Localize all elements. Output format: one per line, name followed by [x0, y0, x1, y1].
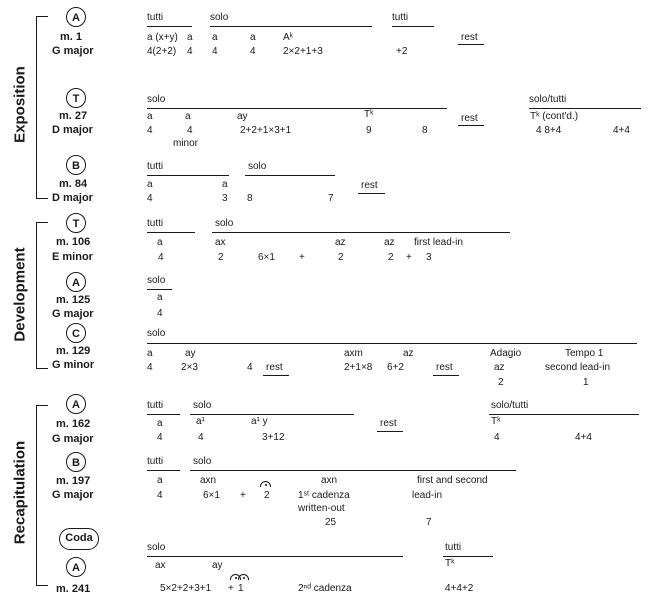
measure-label: m. 162 — [56, 418, 91, 430]
theme-label: Aᵏ — [283, 32, 294, 43]
tutti-line — [147, 414, 180, 415]
rest-line — [458, 125, 484, 126]
measure-label: m. 1 — [60, 31, 83, 43]
theme-label: axn — [321, 475, 338, 486]
adagio-label: Adagio — [490, 348, 522, 359]
theme-label: a — [147, 179, 153, 190]
measure-label: m. 197 — [56, 475, 91, 487]
key-label: D major — [52, 124, 93, 136]
theme-label: a — [147, 348, 153, 359]
solo-label: solo — [193, 456, 212, 467]
symbol-circle: A — [66, 557, 86, 577]
theme-label: a (x+y) — [147, 32, 178, 43]
rest-label: rest — [361, 180, 378, 191]
measure-label: m. 125 — [56, 294, 91, 306]
key-label: D major — [52, 192, 93, 204]
rest-label: rest — [461, 113, 478, 124]
exposition-bracket-top — [36, 16, 48, 17]
tutti-line — [443, 556, 493, 557]
theme-label: az — [494, 362, 505, 373]
measure-label: m. 27 — [59, 110, 88, 122]
phrase-count: 8 — [247, 193, 253, 204]
phrase-count: 2 — [498, 377, 504, 388]
tutti-line — [147, 232, 195, 233]
tutti-label: tutti — [147, 161, 164, 172]
tutti-label: tutti — [147, 456, 164, 467]
theme-label: a — [147, 111, 153, 122]
key-label: G minor — [52, 359, 95, 371]
phrase-count: 4 — [212, 46, 218, 57]
key-label: G major — [52, 45, 94, 57]
recapitulation-bracket-top — [36, 405, 48, 406]
tutti-label: tutti — [445, 542, 462, 553]
rest-line — [458, 44, 484, 45]
phrase-count: 25 — [325, 517, 337, 528]
tutti-label: tutti — [147, 400, 164, 411]
theme-label: a — [157, 418, 163, 429]
key-label: E minor — [52, 251, 93, 263]
phrase-count: 2+1×8 — [344, 362, 373, 373]
theme-label: ay — [185, 348, 196, 359]
rest-line — [358, 193, 385, 194]
symbol-circle: A — [66, 7, 86, 27]
phrase-count: 4+4 — [613, 125, 630, 136]
coda-oval: Coda — [59, 528, 99, 550]
measure-label: m. 241 — [56, 583, 91, 595]
theme-label: a¹ — [196, 416, 205, 427]
development-bracket-top — [36, 222, 48, 223]
theme-label: az — [403, 348, 414, 359]
phrase-count: 6+2 — [387, 362, 404, 373]
solo-label: solo — [147, 94, 166, 105]
recapitulation-bracket-bottom — [36, 585, 48, 586]
key-label: G major — [52, 489, 94, 501]
theme-label: a — [157, 237, 163, 248]
written-out-label: written-out — [298, 503, 345, 514]
symbol-circle: C — [66, 323, 86, 343]
theme-label: axm — [344, 348, 363, 359]
theme-label: axn — [200, 475, 217, 486]
solo-line — [245, 175, 335, 176]
theme-label: ay — [237, 111, 248, 122]
solo-tutti-line — [489, 414, 639, 415]
lead-in-label: lead-in — [412, 490, 443, 501]
symbol-circle: T — [66, 88, 86, 108]
phrase-count: 1 — [238, 583, 244, 594]
rest-label: rest — [436, 362, 453, 373]
section-exposition: Exposition — [11, 66, 29, 143]
lead-in-label: first lead-in — [414, 237, 463, 248]
solo-line — [190, 414, 354, 415]
solo-line — [210, 26, 372, 27]
theme-label: ax — [155, 560, 166, 571]
theme-label: a¹ y — [251, 416, 268, 427]
theme-label: ay — [212, 560, 223, 571]
lead-in-label: first and second — [417, 475, 488, 486]
phrase-count: 4 — [247, 362, 253, 373]
tutti-label: tutti — [147, 12, 164, 23]
solo-line — [147, 343, 637, 344]
phrase-count: 2 — [388, 252, 394, 263]
solo-label: solo — [147, 542, 166, 553]
solo-line — [190, 470, 516, 471]
minor-label: minor — [173, 138, 199, 149]
phrase-count: +2 — [396, 46, 408, 57]
tutti-line — [147, 175, 229, 176]
solo-tutti-label: solo/tutti — [491, 400, 529, 411]
key-label: G major — [52, 433, 94, 445]
phrase-count: 4 — [187, 125, 193, 136]
key-label: G major — [52, 308, 94, 320]
rest-line — [433, 375, 459, 376]
phrase-count: 2 — [338, 252, 344, 263]
measure-label: m. 106 — [56, 236, 91, 248]
development-bracket — [36, 222, 37, 368]
phrase-count: 9 — [366, 125, 372, 136]
tutti-line — [392, 26, 434, 27]
theme-label: Tᵏ — [491, 416, 501, 427]
theme-label: a — [157, 475, 163, 486]
phrase-count: 4 — [157, 432, 163, 443]
symbol-circle: B — [66, 452, 86, 472]
solo-line — [212, 232, 510, 233]
phrase-count: 2+2+1×3+1 — [240, 125, 292, 136]
measure-label: m. 84 — [59, 178, 88, 190]
phrase-count: 3 — [222, 193, 228, 204]
theme-label: Tᵏ — [445, 558, 455, 569]
rest-line — [263, 375, 289, 376]
phrase-count: 6×1 — [203, 490, 220, 501]
phrase-count: 4(2+2) — [147, 46, 177, 57]
theme-label: a — [157, 292, 163, 303]
phrase-count: 7 — [426, 517, 432, 528]
plus-sign: + — [228, 583, 234, 594]
tutti-line — [147, 470, 180, 471]
rest-label: rest — [380, 418, 397, 429]
cadenza-label: 2ⁿᵈ cadenza — [298, 583, 352, 594]
phrase-count: 8 — [422, 125, 428, 136]
solo-tutti-line — [529, 108, 641, 109]
tempo-label: Tempo 1 — [565, 348, 604, 359]
solo-tutti-label: solo/tutti — [529, 94, 567, 105]
phrase-count: 6×1 — [258, 252, 275, 263]
phrase-count: 4 — [250, 46, 256, 57]
solo-label: solo — [215, 218, 234, 229]
phrase-count: 4 — [494, 432, 500, 443]
section-recapitulation: Recapitulation — [11, 440, 29, 545]
symbol-circle: B — [66, 155, 86, 175]
phrase-count: 4 — [147, 125, 153, 136]
fermata-icon — [238, 574, 249, 580]
theme-label: ax — [215, 237, 226, 248]
measure-label: m. 129 — [56, 345, 91, 357]
exposition-bracket — [36, 16, 37, 198]
phrase-count: 7 — [328, 193, 334, 204]
symbol-circle: A — [66, 272, 86, 292]
theme-label: az — [335, 237, 346, 248]
development-bracket-bottom — [36, 368, 48, 369]
solo-line — [147, 556, 403, 557]
plus-sign: + — [299, 252, 305, 263]
phrase-count: 4 — [157, 490, 163, 501]
symbol-circle: A — [66, 394, 86, 414]
exposition-bracket-bottom — [36, 198, 48, 199]
theme-label: az — [384, 237, 395, 248]
theme-label: a — [187, 32, 193, 43]
fermata-icon — [260, 481, 271, 487]
phrase-count: 4+4 — [575, 432, 592, 443]
theme-label: a — [212, 32, 218, 43]
phrase-count: 3 — [426, 252, 432, 263]
phrase-count: 3+12 — [262, 432, 285, 443]
phrase-count: 4 — [157, 308, 163, 319]
rest-label: rest — [461, 32, 478, 43]
theme-label: a — [185, 111, 191, 122]
rest-label: rest — [266, 362, 283, 373]
symbol-circle: T — [66, 213, 86, 233]
tutti-label: tutti — [392, 12, 409, 23]
tutti-label: tutti — [147, 218, 164, 229]
solo-line — [147, 289, 172, 290]
solo-line — [147, 108, 447, 109]
plus-sign: + — [240, 490, 246, 501]
phrase-count: 2 — [264, 490, 270, 501]
phrase-count: 2×2+1+3 — [283, 46, 323, 57]
theme-label: Tᵏ (cont'd.) — [530, 111, 579, 122]
phrase-count: 1 — [583, 377, 589, 388]
phrase-count: 4 — [198, 432, 204, 443]
phrase-count: 2 — [218, 252, 224, 263]
phrase-count: 5×2+2+3+1 — [160, 583, 212, 594]
recapitulation-bracket — [36, 405, 37, 585]
cadenza-label: 1ˢᵗ cadenza — [298, 490, 350, 501]
solo-label: solo — [147, 275, 166, 286]
phrase-count: 4 — [158, 252, 164, 263]
rest-line — [377, 431, 403, 432]
theme-label: a — [250, 32, 256, 43]
phrase-count: 4 — [187, 46, 193, 57]
lead-in-label: second lead-in — [545, 362, 611, 373]
solo-label: solo — [248, 161, 267, 172]
plus-sign: + — [406, 252, 412, 263]
phrase-count: 4 8+4 — [536, 125, 562, 136]
section-development: Development — [11, 247, 29, 342]
solo-label: solo — [147, 328, 166, 339]
phrase-count: 4+4+2 — [445, 583, 474, 594]
tutti-line — [147, 26, 192, 27]
theme-label: Tᵏ — [364, 109, 374, 120]
phrase-count: 4 — [147, 362, 153, 373]
solo-label: solo — [210, 12, 229, 23]
theme-label: a — [222, 179, 228, 190]
solo-label: solo — [193, 400, 212, 411]
phrase-count: 4 — [147, 193, 153, 204]
phrase-count: 2×3 — [181, 362, 198, 373]
